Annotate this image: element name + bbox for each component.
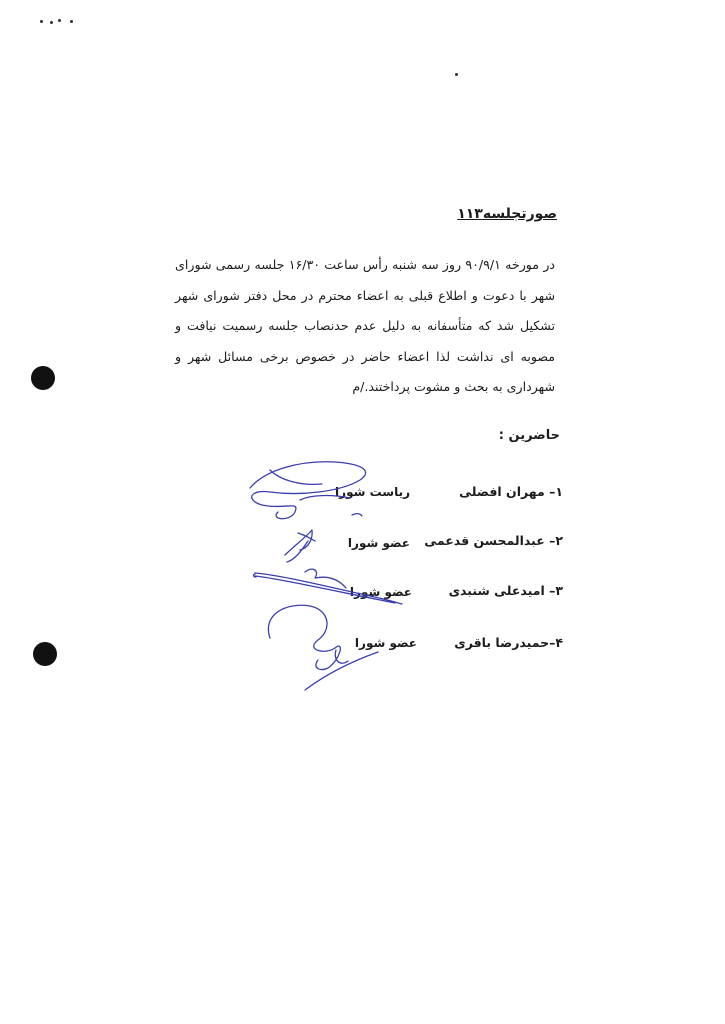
punch-hole-top [31,366,55,390]
scan-speck [40,20,43,23]
member-role: ریاست شورا [335,485,410,499]
member-role: عضو شورا [347,536,410,550]
member-name: ۲– عبدالمحسن قدعمی [424,533,563,548]
scan-speck [50,21,53,24]
document-title: صورتجلسه۱۱۳ [457,206,557,222]
member-role: عضو شورا [349,585,412,599]
scan-speck [58,19,61,22]
scan-speck [70,20,73,23]
member-role: عضو شورا [354,636,417,650]
scan-speck [455,73,458,76]
member-name: ۳– امیدعلی شنبدی [448,583,563,598]
signature-2 [285,530,315,562]
minutes-body: در مورخه ۹۰/۹/۱ روز سه شنبه رأس ساعت ۱۶/۳۰ جلسه رسمی شورای شهر با دعوت و اطلاع قبلی به اعضاء محترم در محل دفتر شورای شهر تشکیل شد که متأسفانه به دلیل عدم حدنصاب جلسه رسمیت نیافت و مصوبه ای نداشت لذا اعضاء حاضر در خصوص برخی مسائل شهر و شهرداری به بحث و مشوت پرداختند./م [175,257,556,394]
punch-hole-bottom [33,642,57,666]
member-name: ۱– مهران افضلی [459,484,563,499]
attendees-label: حاضرین : [498,428,560,443]
member-name: ۴–حمیدرضا باقری [454,635,563,650]
